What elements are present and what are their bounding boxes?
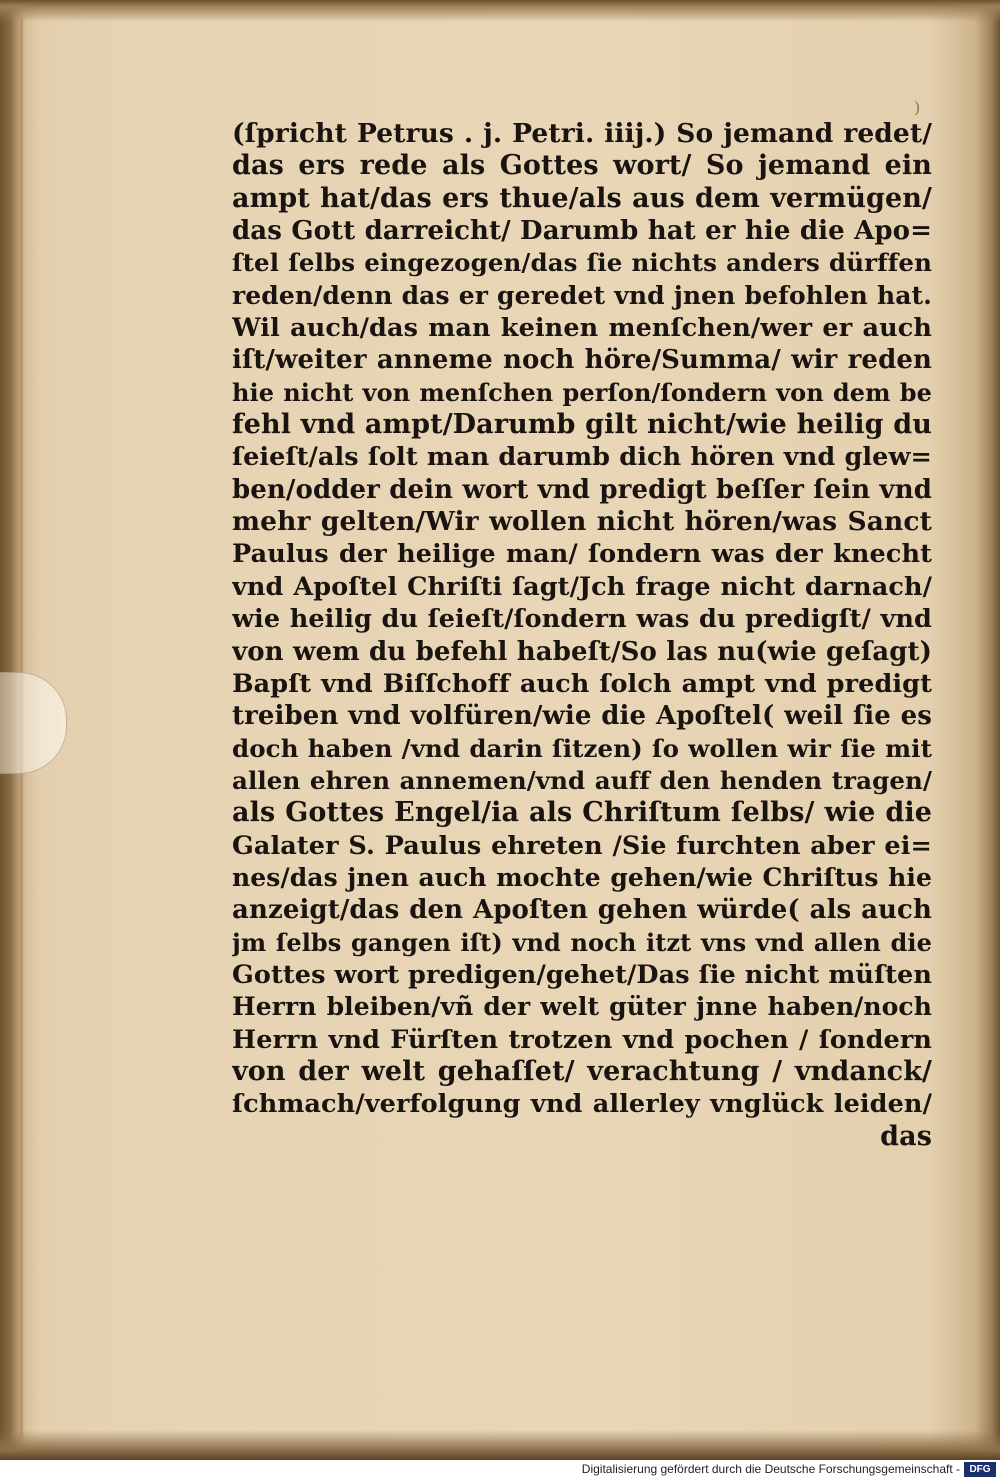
text-line: Galater S. Paulus ehreten /Sie furchten aber ei= xyxy=(232,830,932,861)
text-line: jm ſelbs gangen iſt) vnd noch itzt vns vnd allen die xyxy=(232,927,932,957)
text-line: Paulus der heilige man/ ſondern was der knecht xyxy=(232,539,932,570)
text-line: treiben vnd volfüren/wie die Apoſtel( weil ſie es xyxy=(232,701,932,732)
text-line: Herrn vnd Fürſten trotzen vnd pochen / ſondern xyxy=(232,1024,932,1055)
text-line: doch haben /vnd darin ſitzen) ſo wollen wir ſie mit xyxy=(232,733,932,763)
dfg-logo-icon: DFG xyxy=(964,1462,996,1477)
text-line: allen ehren annemen/vnd auff den henden tragen/ xyxy=(232,765,932,795)
text-line: ſtel ſelbs eingezogen/das ſie nichts anders dürffen xyxy=(232,248,932,278)
text-line: von wem du befehl habeſt/So las nu(wie geſagt) xyxy=(232,636,932,667)
text-line: Herrn bleiben/vñ der welt güter jnne haben/noch xyxy=(232,992,932,1022)
catchword: das xyxy=(880,1120,932,1152)
text-line: anzeigt/das den Apoſten gehen würde( als auch xyxy=(232,895,932,926)
text-line: ſchmach/verfolgung vnd allerley vnglück leiden/ xyxy=(232,1089,932,1120)
text-line: ampt hat/das ers thue/als aus dem vermügen/ xyxy=(232,182,932,214)
body-text xyxy=(232,118,932,1153)
footer-credit: Digitalisierung gefördert durch die Deutsche Forschungsgemeinschaft - xyxy=(581,1462,960,1476)
text-line: wie heilig du ſeieſt/ſondern was du predigſt/ vnd xyxy=(232,604,932,635)
text-line: von der welt gehaſſet/ verachtung / vndanck/ xyxy=(232,1055,932,1087)
text-line: Wil auch/das man keinen menſchen/wer er auch xyxy=(232,313,932,344)
text-line: (ſpricht Petrus . j. Petri. iiij.) So jemand redet/ xyxy=(232,118,932,149)
text-line: reden/denn das er geredet vnd jnen befohlen hat. xyxy=(232,280,932,310)
text-line: hie nicht von menſchen perſon/ſondern von dem be xyxy=(232,377,932,407)
corner-mark: ) xyxy=(914,98,921,117)
text-line: mehr gelten/Wir wollen nicht hören/was Sanct xyxy=(232,506,932,538)
text-line: als Gottes Engel/ia als Chriſtum ſelbs/ wie die xyxy=(232,797,932,829)
text-line: das ers rede als Gottes wort/ So jemand ein xyxy=(232,150,932,182)
text-line: nes/das jnen auch mochte gehen/wie Chriſtus hie xyxy=(232,862,932,892)
text-line: iſt/weiter anneme noch höre/Summa/ wir reden xyxy=(232,345,932,376)
text-line: Bapſt vnd Biſſchoff auch ſolch ampt vnd predigt xyxy=(232,668,932,699)
text-line: das Gott darreicht/ Darumb hat er hie die Apo= xyxy=(232,216,932,247)
text-line: fehl vnd ampt/Darumb gilt nicht/wie heilig du xyxy=(232,409,932,441)
text-line: vnd Apoſtel Chriſti ſagt/Jch frage nicht darnach/ xyxy=(232,571,932,602)
text-line: Gottes wort predigen/gehet/Das ſie nicht müſten xyxy=(232,959,932,990)
text-line: ben/odder dein wort vnd predigt beſſer ſein vnd xyxy=(232,474,932,505)
text-line: ſeieſt/als ſolt man darumb dich hören vnd glew= xyxy=(232,442,932,473)
